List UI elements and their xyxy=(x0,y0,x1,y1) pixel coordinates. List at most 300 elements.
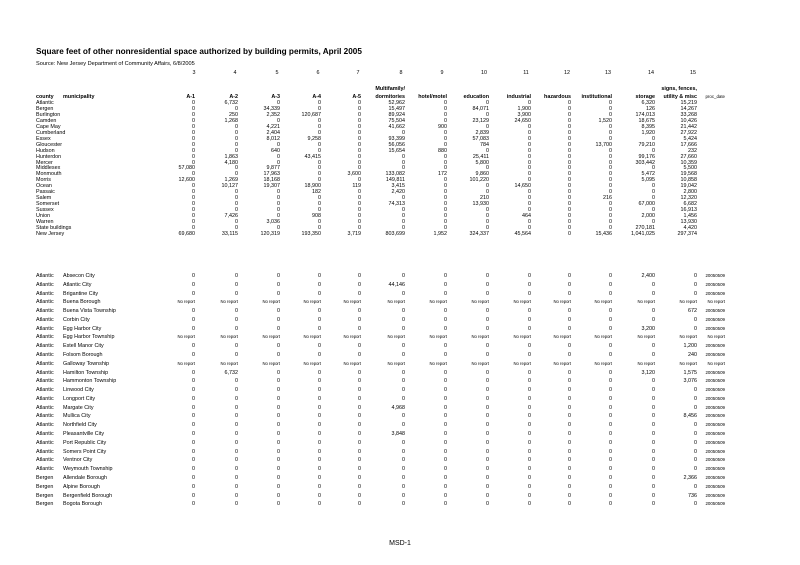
value-cell: 0 xyxy=(318,171,321,178)
value-cell: 0 xyxy=(652,308,655,315)
value-cell: 0 xyxy=(486,308,489,315)
county-cell: Camden xyxy=(36,117,57,124)
value-cell: 0 xyxy=(528,474,531,481)
value-cell: 99,176 xyxy=(638,153,655,160)
value-cell: 324,337 xyxy=(469,230,489,237)
value-cell: 0 xyxy=(652,189,655,196)
value-cell: 0 xyxy=(235,189,238,196)
table-row xyxy=(0,230,800,238)
value-cell: 13,930 xyxy=(472,201,489,208)
value-cell: 0 xyxy=(192,224,195,231)
value-cell: 0 xyxy=(486,413,489,420)
table-row xyxy=(0,439,800,447)
value-cell: 18,675 xyxy=(638,117,655,124)
value-cell: 0 xyxy=(277,207,280,214)
value-cell: 0 xyxy=(444,352,447,359)
value-cell: 0 xyxy=(402,439,405,446)
proc-date-cell: 20050509 xyxy=(705,352,725,358)
value-cell: 0 xyxy=(402,343,405,350)
value-cell: 0 xyxy=(444,117,447,124)
county-cell: Hudson xyxy=(36,147,55,154)
value-cell: 0 xyxy=(277,431,280,438)
value-cell: 4,968 xyxy=(391,404,405,411)
county-cell: Atlantic xyxy=(36,413,54,420)
value-cell: 0 xyxy=(235,281,238,288)
table-row xyxy=(0,386,800,394)
value-cell: 0 xyxy=(402,273,405,279)
value-cell: 0 xyxy=(694,466,697,473)
value-cell: 0 xyxy=(528,141,531,148)
value-cell: No report xyxy=(177,334,195,340)
value-cell: 240 xyxy=(688,352,697,359)
value-cell: 33,268 xyxy=(680,111,697,118)
value-cell: 0 xyxy=(486,219,489,225)
value-cell: 0 xyxy=(277,141,280,148)
value-cell: 89,924 xyxy=(388,111,405,118)
value-cell: 0 xyxy=(694,290,697,297)
value-cell: 0 xyxy=(402,387,405,394)
value-cell: 93,399 xyxy=(388,135,405,142)
value-cell: 149,811 xyxy=(385,177,405,184)
value-cell: No report xyxy=(262,299,280,305)
municipality-cell: Longport City xyxy=(63,395,96,402)
value-cell: 0 xyxy=(277,352,280,359)
value-cell: 2,839 xyxy=(475,129,489,136)
value-cell: 0 xyxy=(568,224,571,231)
value-cell: 0 xyxy=(192,466,195,473)
value-cell: 0 xyxy=(486,483,489,490)
value-cell: 0 xyxy=(652,195,655,202)
table-row xyxy=(0,377,800,385)
value-cell: No report xyxy=(343,360,361,366)
value-cell: 0 xyxy=(609,105,612,112)
value-cell: 0 xyxy=(402,395,405,402)
table-row xyxy=(0,307,800,315)
value-cell: 0 xyxy=(528,219,531,225)
value-cell: 0 xyxy=(568,395,571,402)
value-cell: 0 xyxy=(528,281,531,288)
value-cell: 0 xyxy=(235,492,238,499)
value-cell: 0 xyxy=(402,207,405,214)
header-signs-line1: signs, fences, xyxy=(661,86,697,92)
value-cell: 0 xyxy=(402,492,405,499)
value-cell: 0 xyxy=(192,207,195,214)
value-cell: 0 xyxy=(444,195,447,202)
value-cell: 52,962 xyxy=(388,100,405,106)
value-cell: 4,221 xyxy=(266,123,280,130)
value-cell: 0 xyxy=(652,219,655,225)
column-number: 10 xyxy=(481,70,487,76)
value-cell: 0 xyxy=(444,100,447,106)
value-cell: 803,699 xyxy=(385,230,405,237)
value-cell: 2,800 xyxy=(683,189,697,196)
value-cell: 0 xyxy=(192,189,195,196)
value-cell: 0 xyxy=(235,395,238,402)
value-cell: 0 xyxy=(486,111,489,118)
value-cell: 0 xyxy=(528,224,531,231)
value-cell: 1,920 xyxy=(641,129,655,136)
value-cell: 0 xyxy=(444,141,447,148)
value-cell: 0 xyxy=(528,195,531,202)
value-cell: 0 xyxy=(402,219,405,225)
value-cell: 0 xyxy=(358,159,361,166)
value-cell: 0 xyxy=(486,224,489,231)
municipality-cell: Buena Borough xyxy=(63,299,101,306)
value-cell: 0 xyxy=(444,219,447,225)
value-cell: 0 xyxy=(277,224,280,231)
value-cell: 0 xyxy=(568,483,571,490)
value-cell: 0 xyxy=(318,378,321,385)
value-cell: 0 xyxy=(318,165,321,172)
value-cell: 0 xyxy=(528,483,531,490)
county-cell: Atlantic xyxy=(36,466,54,473)
value-cell: 0 xyxy=(568,165,571,172)
value-cell: 0 xyxy=(652,281,655,288)
municipality-cell: Mullica City xyxy=(63,413,91,420)
value-cell: 0 xyxy=(277,492,280,499)
value-cell: 0 xyxy=(318,387,321,394)
value-cell: 0 xyxy=(192,378,195,385)
value-cell: 0 xyxy=(277,273,280,279)
value-cell: 0 xyxy=(568,308,571,315)
value-cell: 0 xyxy=(609,147,612,154)
value-cell: 784 xyxy=(480,141,489,148)
value-cell: No report xyxy=(303,334,321,340)
value-cell: 16,913 xyxy=(680,207,697,214)
value-cell: 0 xyxy=(652,387,655,394)
value-cell: 0 xyxy=(402,316,405,323)
value-cell: No report xyxy=(594,360,612,366)
table-row xyxy=(0,272,800,280)
value-cell: 0 xyxy=(609,153,612,160)
value-cell: 0 xyxy=(652,395,655,402)
value-cell: 0 xyxy=(528,387,531,394)
proc-date-cell: 20050509 xyxy=(705,474,725,480)
value-cell: 0 xyxy=(192,111,195,118)
value-cell: 120,687 xyxy=(301,111,321,118)
value-cell: 303,442 xyxy=(635,159,655,166)
value-cell: 5,800 xyxy=(475,159,489,166)
value-cell: No report xyxy=(553,334,571,340)
value-cell: 0 xyxy=(528,343,531,350)
value-cell: 0 xyxy=(568,147,571,154)
value-cell: 0 xyxy=(528,448,531,455)
value-cell: 0 xyxy=(609,129,612,136)
value-cell: 57,083 xyxy=(472,135,489,142)
county-cell: Atlantic xyxy=(36,378,54,385)
value-cell: 0 xyxy=(486,213,489,220)
value-cell: 10,858 xyxy=(680,177,697,184)
value-cell: 0 xyxy=(568,387,571,394)
value-cell: 0 xyxy=(277,422,280,429)
county-cell: Burlington xyxy=(36,111,61,118)
value-cell: 0 xyxy=(192,352,195,359)
value-cell: 0 xyxy=(528,439,531,446)
value-cell: 0 xyxy=(318,466,321,473)
proc-date-cell: 20050509 xyxy=(705,308,725,314)
value-cell: 12,600 xyxy=(178,177,195,184)
value-cell: 0 xyxy=(652,483,655,490)
value-cell: 0 xyxy=(235,431,238,438)
value-cell: 0 xyxy=(277,387,280,394)
value-cell: 0 xyxy=(235,201,238,208)
county-cell: Atlantic xyxy=(36,387,54,394)
value-cell: 0 xyxy=(318,325,321,332)
municipality-cell: Somers Point City xyxy=(63,448,107,455)
value-cell: 0 xyxy=(652,448,655,455)
value-cell: 0 xyxy=(568,413,571,420)
value-cell: 0 xyxy=(318,224,321,231)
value-cell: 0 xyxy=(277,448,280,455)
value-cell: 0 xyxy=(486,352,489,359)
value-cell: 3,848 xyxy=(391,431,405,438)
county-cell: Atlantic xyxy=(36,369,54,376)
value-cell: 0 xyxy=(358,153,361,160)
value-cell: 0 xyxy=(528,177,531,184)
value-cell: 0 xyxy=(235,352,238,359)
value-cell: 0 xyxy=(235,171,238,178)
value-cell: 0 xyxy=(277,213,280,220)
value-cell: 0 xyxy=(318,483,321,490)
value-cell: 0 xyxy=(358,123,361,130)
value-cell: 0 xyxy=(568,457,571,464)
value-cell: 0 xyxy=(444,213,447,220)
value-cell: 0 xyxy=(358,189,361,196)
value-cell: No report xyxy=(262,360,280,366)
value-cell: 0 xyxy=(609,281,612,288)
value-cell: 0 xyxy=(652,290,655,297)
value-cell: 0 xyxy=(568,352,571,359)
value-cell: 1,269 xyxy=(224,177,238,184)
value-cell: 0 xyxy=(192,147,195,154)
table-row xyxy=(0,465,800,473)
value-cell: 43,415 xyxy=(304,153,321,160)
value-cell: 0 xyxy=(277,153,280,160)
value-cell: 0 xyxy=(358,325,361,332)
value-cell: 15,436 xyxy=(595,230,612,237)
value-cell: 0 xyxy=(444,343,447,350)
value-cell: 19,568 xyxy=(680,171,697,178)
value-cell: 0 xyxy=(358,352,361,359)
county-cell: Gloucester xyxy=(36,141,63,148)
header-county: county xyxy=(36,94,54,100)
value-cell: 0 xyxy=(402,501,405,508)
county-cell: Atlantic xyxy=(36,290,54,297)
value-cell: 1,952 xyxy=(433,230,447,237)
column-number: 13 xyxy=(605,70,611,76)
value-cell: 3,719 xyxy=(347,230,361,237)
proc-date-cell: No report xyxy=(707,334,725,340)
value-cell: 210 xyxy=(480,195,489,202)
value-cell: 126 xyxy=(646,105,655,112)
value-cell: 0 xyxy=(528,123,531,130)
value-cell: 0 xyxy=(444,466,447,473)
value-cell: 0 xyxy=(444,153,447,160)
value-cell: 0 xyxy=(318,395,321,402)
value-cell: No report xyxy=(679,334,697,340)
value-cell: 0 xyxy=(444,325,447,332)
county-cell: Atlantic xyxy=(36,299,54,306)
value-cell: 0 xyxy=(694,422,697,429)
value-cell: 0 xyxy=(609,207,612,214)
value-cell: 0 xyxy=(318,141,321,148)
value-cell: 0 xyxy=(358,165,361,172)
county-cell: New Jersey xyxy=(36,230,65,237)
municipality-cell: Northfield City xyxy=(63,422,97,429)
value-cell: 0 xyxy=(568,177,571,184)
county-cell: Ocean xyxy=(36,183,52,190)
value-cell: 0 xyxy=(358,316,361,323)
value-cell: 0 xyxy=(568,378,571,385)
value-cell: 0 xyxy=(192,492,195,499)
value-cell: 0 xyxy=(358,213,361,220)
value-cell: 8,395 xyxy=(641,123,655,130)
value-cell: 0 xyxy=(609,466,612,473)
value-cell: 0 xyxy=(235,448,238,455)
column-number: 5 xyxy=(275,70,279,76)
value-cell: 0 xyxy=(609,100,612,106)
value-cell: 0 xyxy=(318,352,321,359)
header-storage: storage xyxy=(635,94,655,100)
value-cell: 0 xyxy=(358,135,361,142)
value-cell: 0 xyxy=(277,117,280,124)
value-cell: 0 xyxy=(318,147,321,154)
value-cell: 0 xyxy=(358,387,361,394)
value-cell: 0 xyxy=(192,413,195,420)
value-cell: 0 xyxy=(192,171,195,178)
value-cell: 0 xyxy=(568,422,571,429)
value-cell: 0 xyxy=(486,422,489,429)
value-cell: 0 xyxy=(652,404,655,411)
value-cell: 0 xyxy=(235,387,238,394)
municipality-cell: Allendale Borough xyxy=(63,474,108,481)
value-cell: 0 xyxy=(235,273,238,279)
value-cell: 0 xyxy=(235,141,238,148)
county-cell: Bergen xyxy=(36,501,54,508)
value-cell: 0 xyxy=(486,290,489,297)
value-cell: 0 xyxy=(402,369,405,376)
value-cell: No report xyxy=(513,299,531,305)
proc-date-cell: 20050509 xyxy=(705,325,725,331)
value-cell: 0 xyxy=(652,207,655,214)
value-cell: 0 xyxy=(192,159,195,166)
value-cell: 0 xyxy=(402,224,405,231)
value-cell: 0 xyxy=(444,177,447,184)
table-row xyxy=(0,404,800,412)
value-cell: 0 xyxy=(528,492,531,499)
proc-date-cell: 20050509 xyxy=(705,343,725,349)
value-cell: 0 xyxy=(652,165,655,172)
header-a4: A-4 xyxy=(312,94,321,100)
value-cell: 0 xyxy=(277,290,280,297)
value-cell: 0 xyxy=(486,501,489,508)
value-cell: 0 xyxy=(318,343,321,350)
county-cell: Atlantic xyxy=(36,439,54,446)
column-number-row xyxy=(0,70,800,78)
value-cell: 0 xyxy=(235,105,238,112)
county-cell: Bergen xyxy=(36,492,54,499)
value-cell: 0 xyxy=(486,395,489,402)
value-cell: 0 xyxy=(318,117,321,124)
county-cell: Morris xyxy=(36,177,51,184)
value-cell: 0 xyxy=(358,343,361,350)
value-cell: 5,472 xyxy=(641,171,655,178)
value-cell: 0 xyxy=(402,378,405,385)
county-cell: Salem xyxy=(36,195,52,202)
value-cell: 0 xyxy=(277,483,280,490)
value-cell: 0 xyxy=(192,448,195,455)
value-cell: 0 xyxy=(192,135,195,142)
county-cell: Warren xyxy=(36,219,54,225)
county-cell: Atlantic xyxy=(36,325,54,332)
value-cell: 0 xyxy=(568,448,571,455)
value-cell: 0 xyxy=(486,165,489,172)
value-cell: 0 xyxy=(277,378,280,385)
municipality-cell: Weymouth Township xyxy=(63,466,113,473)
value-cell: No report xyxy=(220,299,238,305)
value-cell: 0 xyxy=(192,273,195,279)
value-cell: 0 xyxy=(609,387,612,394)
value-cell: 0 xyxy=(444,404,447,411)
value-cell: 0 xyxy=(528,404,531,411)
value-cell: 0 xyxy=(235,316,238,323)
county-cell: Sussex xyxy=(36,207,54,214)
value-cell: 0 xyxy=(652,457,655,464)
value-cell: 0 xyxy=(568,207,571,214)
value-cell: 900 xyxy=(438,123,447,130)
value-cell: No report xyxy=(471,360,489,366)
source-note: Source: New Jersey Department of Community Affairs, 6/8/2005 xyxy=(36,61,195,67)
value-cell: 0 xyxy=(568,100,571,106)
value-cell: 19,042 xyxy=(680,183,697,190)
value-cell: No report xyxy=(594,334,612,340)
value-cell: 0 xyxy=(235,404,238,411)
value-cell: 0 xyxy=(318,159,321,166)
value-cell: No report xyxy=(471,334,489,340)
value-cell: 0 xyxy=(528,395,531,402)
header-multifamily-line2: dormitories xyxy=(375,94,405,100)
value-cell: 0 xyxy=(528,100,531,106)
value-cell: 24,650 xyxy=(514,117,531,124)
value-cell: 0 xyxy=(235,457,238,464)
value-cell: No report xyxy=(429,299,447,305)
proc-date-cell: 20050509 xyxy=(705,413,725,419)
value-cell: 0 xyxy=(192,387,195,394)
value-cell: 0 xyxy=(609,177,612,184)
value-cell: 0 xyxy=(486,343,489,350)
value-cell: 0 xyxy=(402,159,405,166)
value-cell: 0 xyxy=(358,219,361,225)
value-cell: No report xyxy=(429,360,447,366)
value-cell: 0 xyxy=(277,369,280,376)
value-cell: 0 xyxy=(444,273,447,279)
value-cell: 57,080 xyxy=(178,165,195,172)
value-cell: 0 xyxy=(528,422,531,429)
table-row xyxy=(0,369,800,377)
county-cell: Bergen xyxy=(36,474,54,481)
value-cell: 0 xyxy=(486,369,489,376)
proc-date-cell: 20050509 xyxy=(705,466,725,472)
value-cell: 0 xyxy=(486,100,489,106)
value-cell: 0 xyxy=(192,343,195,350)
value-cell: 0 xyxy=(568,201,571,208)
value-cell: 0 xyxy=(444,378,447,385)
value-cell: 0 xyxy=(568,474,571,481)
value-cell: 0 xyxy=(192,290,195,297)
county-cell: Atlantic xyxy=(36,316,54,323)
value-cell: 0 xyxy=(358,492,361,499)
proc-date-cell: 20050509 xyxy=(705,273,725,278)
